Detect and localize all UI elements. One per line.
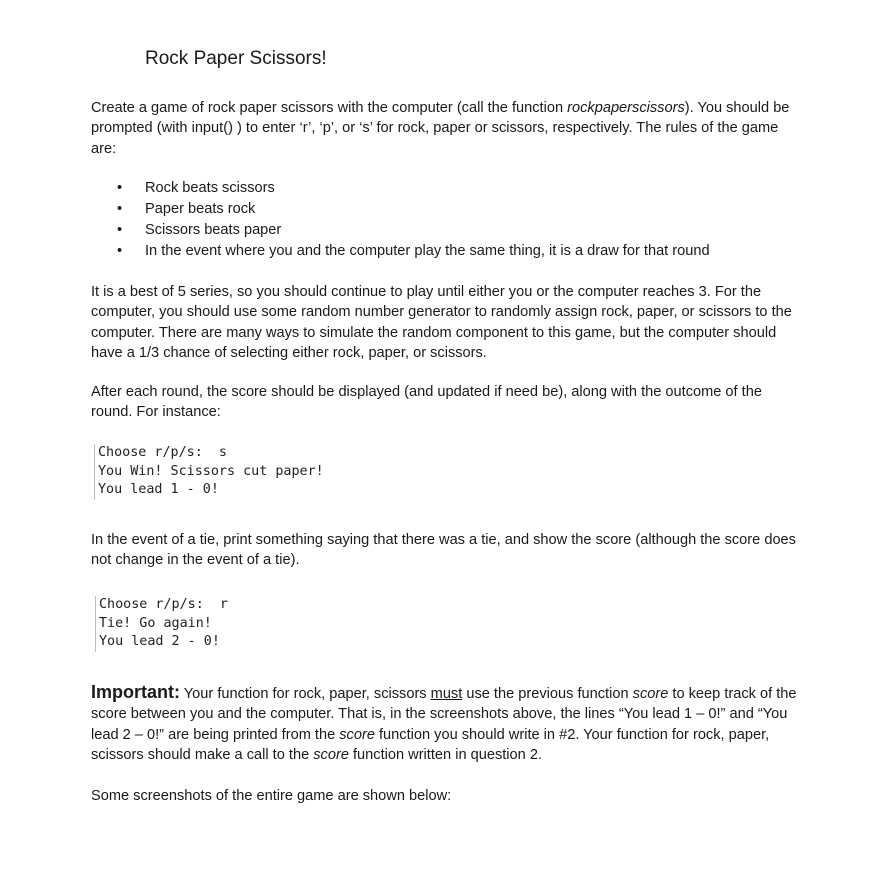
list-item: • Paper beats rock bbox=[91, 199, 710, 220]
important-text: Your function for rock, paper, scissors bbox=[180, 686, 431, 702]
intro-text-a: Create a game of rock paper scissors with the computer (call the function bbox=[91, 100, 568, 116]
code-line: You lead 2 - 0! bbox=[99, 634, 220, 649]
list-item: • Scissors beats paper bbox=[91, 220, 710, 241]
important-text: function written in question 2. bbox=[348, 746, 543, 763]
important-text: function you should write in #2. Your function for rock, paper, scissors should make a call to the bbox=[91, 726, 770, 763]
screenshots-paragraph: Some screenshots of the entire game are shown below: bbox=[91, 788, 452, 804]
tie-paragraph: In the event of a tie, print something saying that there was a tie, and show the score (although the score does not change in the event of a tie). bbox=[91, 532, 796, 569]
series-paragraph: It is a best of 5 series, so you should continue to play until either you or the computer reaches 3. For the computer, you should use some random number generator to randomly assign rock, paper, or scissors to the computer. There are many ways to simulate the random component to this game, but the computer should have a 1/3 chance of selecting either rock, paper, or scissors. bbox=[91, 284, 792, 361]
code-line: Tie! Go again! bbox=[99, 615, 212, 631]
must-emphasis: must bbox=[430, 686, 463, 702]
page-title: Rock Paper Scissors! bbox=[145, 48, 327, 69]
score-function-ref: score bbox=[313, 746, 349, 763]
code-example-tie bbox=[95, 596, 228, 652]
code-line: You Win! Scissors cut paper! bbox=[98, 463, 324, 479]
important-paragraph bbox=[91, 682, 803, 765]
important-text: use the previous function bbox=[462, 686, 633, 702]
function-name: rockpaperscissors bbox=[567, 100, 685, 116]
important-label: Important: bbox=[91, 682, 180, 702]
score-function-ref: score bbox=[339, 726, 375, 743]
important-text: to keep track of the score between you and the computer. That is, in the screenshots above, the lines “You lead 1 – 0!” and “You lead 2 – 0!” are being printed from the bbox=[91, 686, 797, 743]
code-line: Choose r/p/s: s bbox=[98, 445, 227, 460]
intro-text-b: ). You should be prompted (with input() ) to enter ‘r’, ‘p’, or ‘s’ for rock, paper or scissors, respectively. The rules of the game are: bbox=[91, 100, 790, 157]
code-example-win bbox=[94, 444, 324, 500]
score-function-ref: score bbox=[632, 686, 669, 702]
list-item: • Rock beats scissors bbox=[91, 178, 710, 199]
code-line: Choose r/p/s: r bbox=[99, 597, 228, 612]
list-item: • In the event where you and the computer play the same thing, it is a draw for that round bbox=[91, 241, 710, 262]
code-line: You lead 1 - 0! bbox=[98, 482, 219, 497]
intro-paragraph bbox=[91, 98, 803, 159]
rules-list bbox=[91, 178, 710, 262]
round-paragraph: After each round, the score should be displayed (and updated if need be), along with the outcome of the round. For instance: bbox=[91, 384, 762, 421]
